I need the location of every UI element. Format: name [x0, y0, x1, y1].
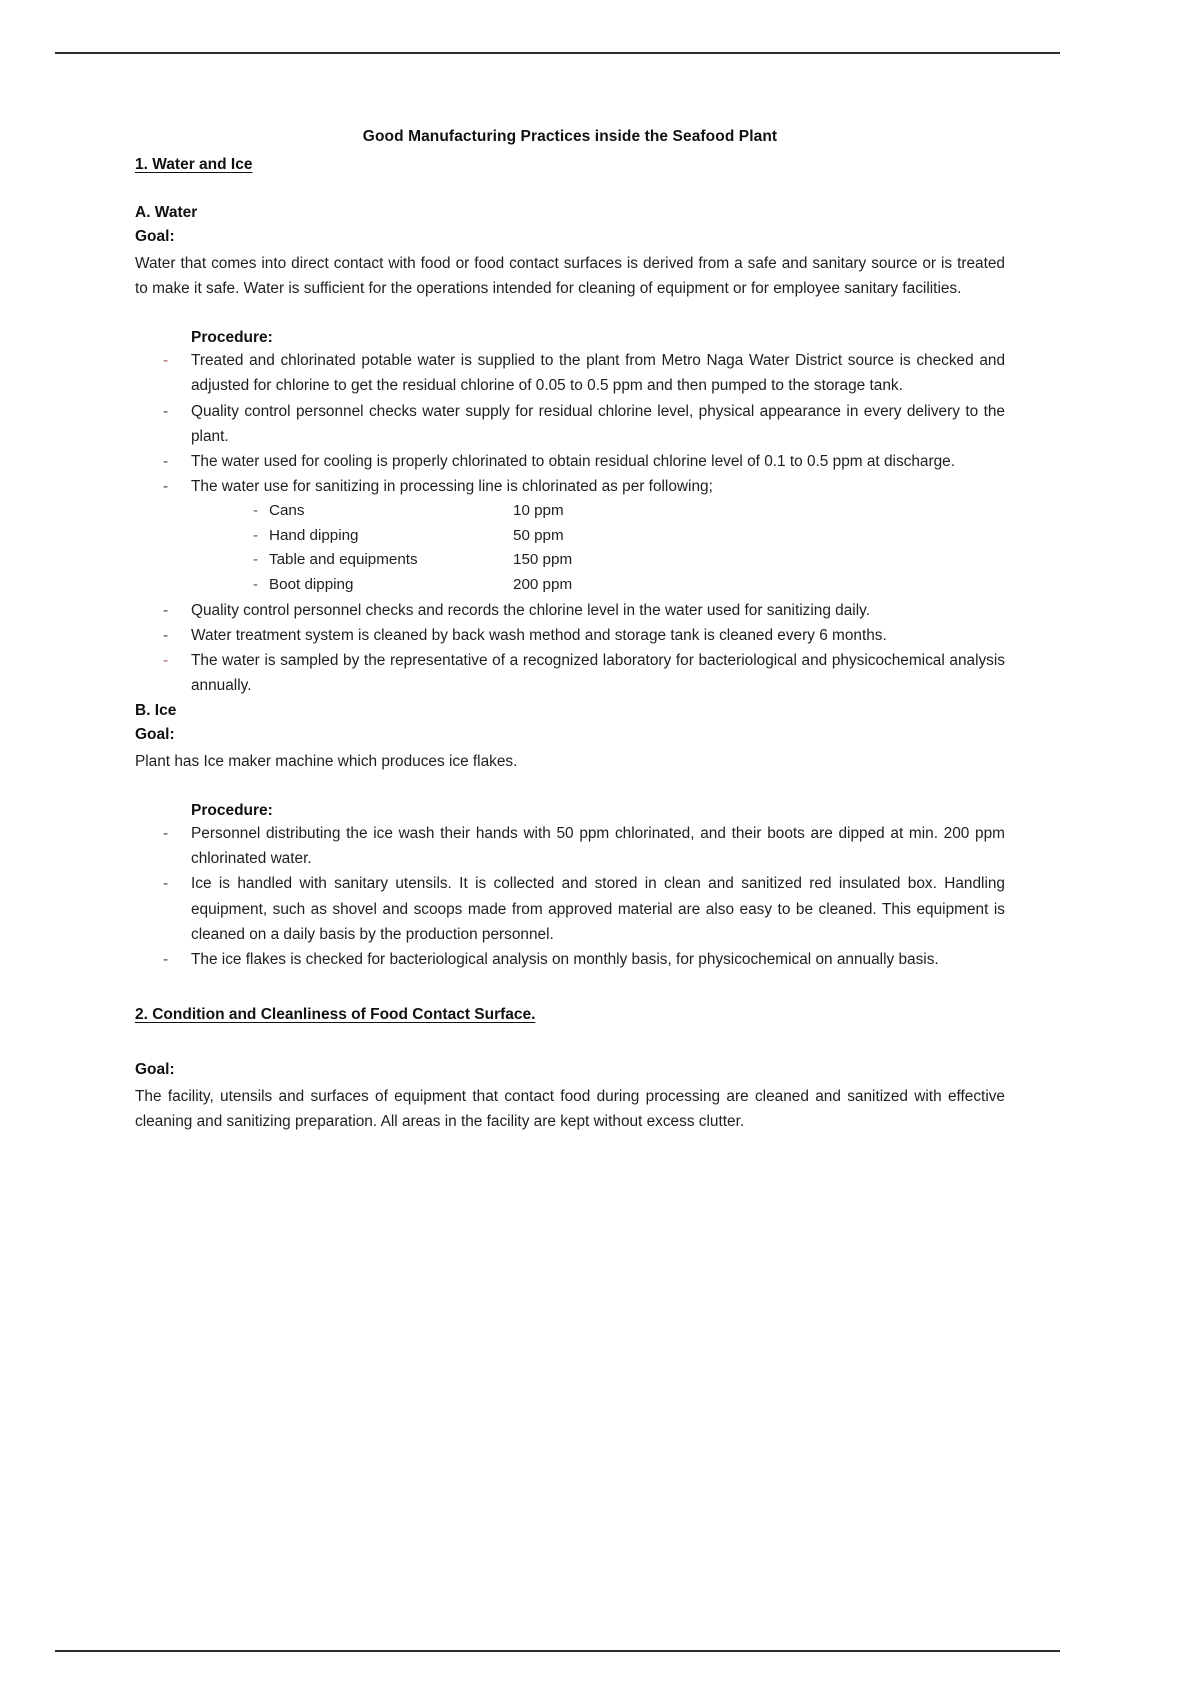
procedure-list-b-ice [135, 821, 1005, 972]
table-cell-item [253, 524, 513, 549]
list-item-text: The ice flakes is checked for bacteriological analysis on monthly basis, for physicochemical on annually basis. [191, 950, 939, 968]
procedure-label-b-ice: Procedure: [191, 802, 273, 820]
list-item [135, 474, 1005, 499]
list-item [135, 598, 1005, 623]
list-item-text: Personnel distributing the ice wash their hands with 50 ppm chlorinated, and their boots are dipped at min. 200 ppm chlorinated water. [191, 825, 1005, 868]
spacer [135, 774, 1005, 802]
dash-bullet-icon: - [163, 477, 169, 495]
list-item-text: Water treatment system is cleaned by back wash method and storage tank is cleaned every 6 months. [191, 626, 887, 644]
list-item [135, 871, 1005, 946]
dash-bullet-icon: - [253, 526, 259, 544]
dash-bullet-icon: - [163, 601, 169, 619]
table-cell-value: 200 ppm [513, 575, 573, 593]
goal-text-a-water: Water that comes into direct contact with food or food contact surfaces is derived from a safe and sanitary source or is treated to make it safe. Water is sufficient for the operations intended for cleaning of equipment or for employee sanitary facilities. [135, 255, 1005, 298]
list-item [135, 399, 1005, 449]
table-cell-value: 50 ppm [513, 526, 564, 544]
ppm-item-label: Cans [269, 502, 305, 519]
list-item-text: The water use for sanitizing in processing line is chlorinated as per following; [191, 477, 713, 495]
section-heading-1-text: 1. Water and Ice [135, 156, 253, 173]
dash-bullet-icon: - [253, 575, 259, 593]
document-title: Good Manufacturing Practices inside the Seafood Plant [362, 128, 778, 145]
dash-bullet-icon: - [163, 651, 169, 669]
goal-label-section-2: Goal: [135, 1060, 175, 1078]
table-cell-value: 150 ppm [513, 551, 573, 569]
table-cell-item [253, 548, 513, 573]
footer-rule [55, 1650, 1060, 1652]
section-heading-2-text: 2. Condition and Cleanliness of Food Contact Surface. [135, 1005, 536, 1023]
table-cell-value: 10 ppm [513, 502, 564, 519]
dash-bullet-icon: - [163, 452, 169, 470]
spacer [135, 301, 1005, 329]
ppm-item-label: Boot dipping [269, 575, 354, 593]
procedure-list-a-water [135, 348, 1005, 499]
table-row [253, 524, 673, 549]
procedure-list-a-water-cont [135, 598, 1005, 698]
list-item-text: Quality control personnel checks water supply for residual chlorine level, physical appearance in every delivery to the plant. [191, 402, 1005, 445]
chlorine-ppm-table [253, 499, 673, 598]
dash-bullet-icon: - [163, 875, 169, 893]
dash-bullet-icon: - [163, 825, 169, 843]
table-cell-item [253, 573, 513, 598]
table-row [253, 573, 673, 598]
list-item [135, 821, 1005, 871]
dash-bullet-icon: - [163, 950, 169, 968]
document-body [135, 128, 1005, 1134]
subsection-heading-b-ice: B. Ice [135, 701, 177, 719]
procedure-label-a-water: Procedure: [191, 329, 273, 347]
dash-bullet-icon: - [253, 502, 259, 519]
ppm-item-label: Table and equipments [269, 551, 418, 569]
header-rule [55, 52, 1060, 54]
list-item-text: The water used for cooling is properly chlorinated to obtain residual chlorine level of 0.1 to 0.5 ppm at discharge. [191, 452, 955, 470]
list-item [135, 623, 1005, 648]
dash-bullet-icon: - [163, 352, 169, 370]
goal-text-section-2: The facility, utensils and surfaces of equipment that contact food during processing are cleaned and sanitized with effective cleaning and sanitizing preparation. All areas in the facility are kept without excess clutter. [135, 1087, 1005, 1130]
goal-text-b-ice: Plant has Ice maker machine which produces ice flakes. [135, 753, 518, 771]
section-heading-1 [135, 156, 1005, 174]
list-item [135, 348, 1005, 398]
list-item [135, 947, 1005, 972]
ppm-item-label: Hand dipping [269, 526, 359, 544]
table-cell-item [253, 499, 513, 524]
list-item-text: Quality control personnel checks and records the chlorine level in the water used for sanitizing daily. [191, 601, 870, 619]
table-row [253, 548, 673, 573]
list-item-text: Treated and chlorinated potable water is supplied to the plant from Metro Naga Water District source is checked and adjusted for chlorine to get the residual chlorine of 0.05 to 0.5 ppm and then pumped to the storage tank. [191, 352, 1005, 395]
goal-label-a-water: Goal: [135, 228, 175, 246]
goal-label-b-ice: Goal: [135, 726, 175, 744]
dash-bullet-icon: - [163, 402, 169, 420]
dash-bullet-icon: - [163, 626, 169, 644]
table-row [253, 499, 673, 524]
section-heading-2 [135, 1006, 1005, 1024]
subsection-heading-a-water: A. Water [135, 204, 198, 221]
list-item [135, 648, 1005, 698]
list-item [135, 449, 1005, 474]
dash-bullet-icon: - [253, 551, 259, 569]
list-item-text: Ice is handled with sanitary utensils. It is collected and stored in clean and sanitized red insulated box. Handling equipment, such as shovel and scoops made from approved material are also easy to be cleaned. This equipment is cleaned on a daily basis by the production personnel. [191, 875, 1005, 943]
list-item-text: The water is sampled by the representative of a recognized laboratory for bacteriological and physicochemical analysis annually. [191, 651, 1005, 694]
